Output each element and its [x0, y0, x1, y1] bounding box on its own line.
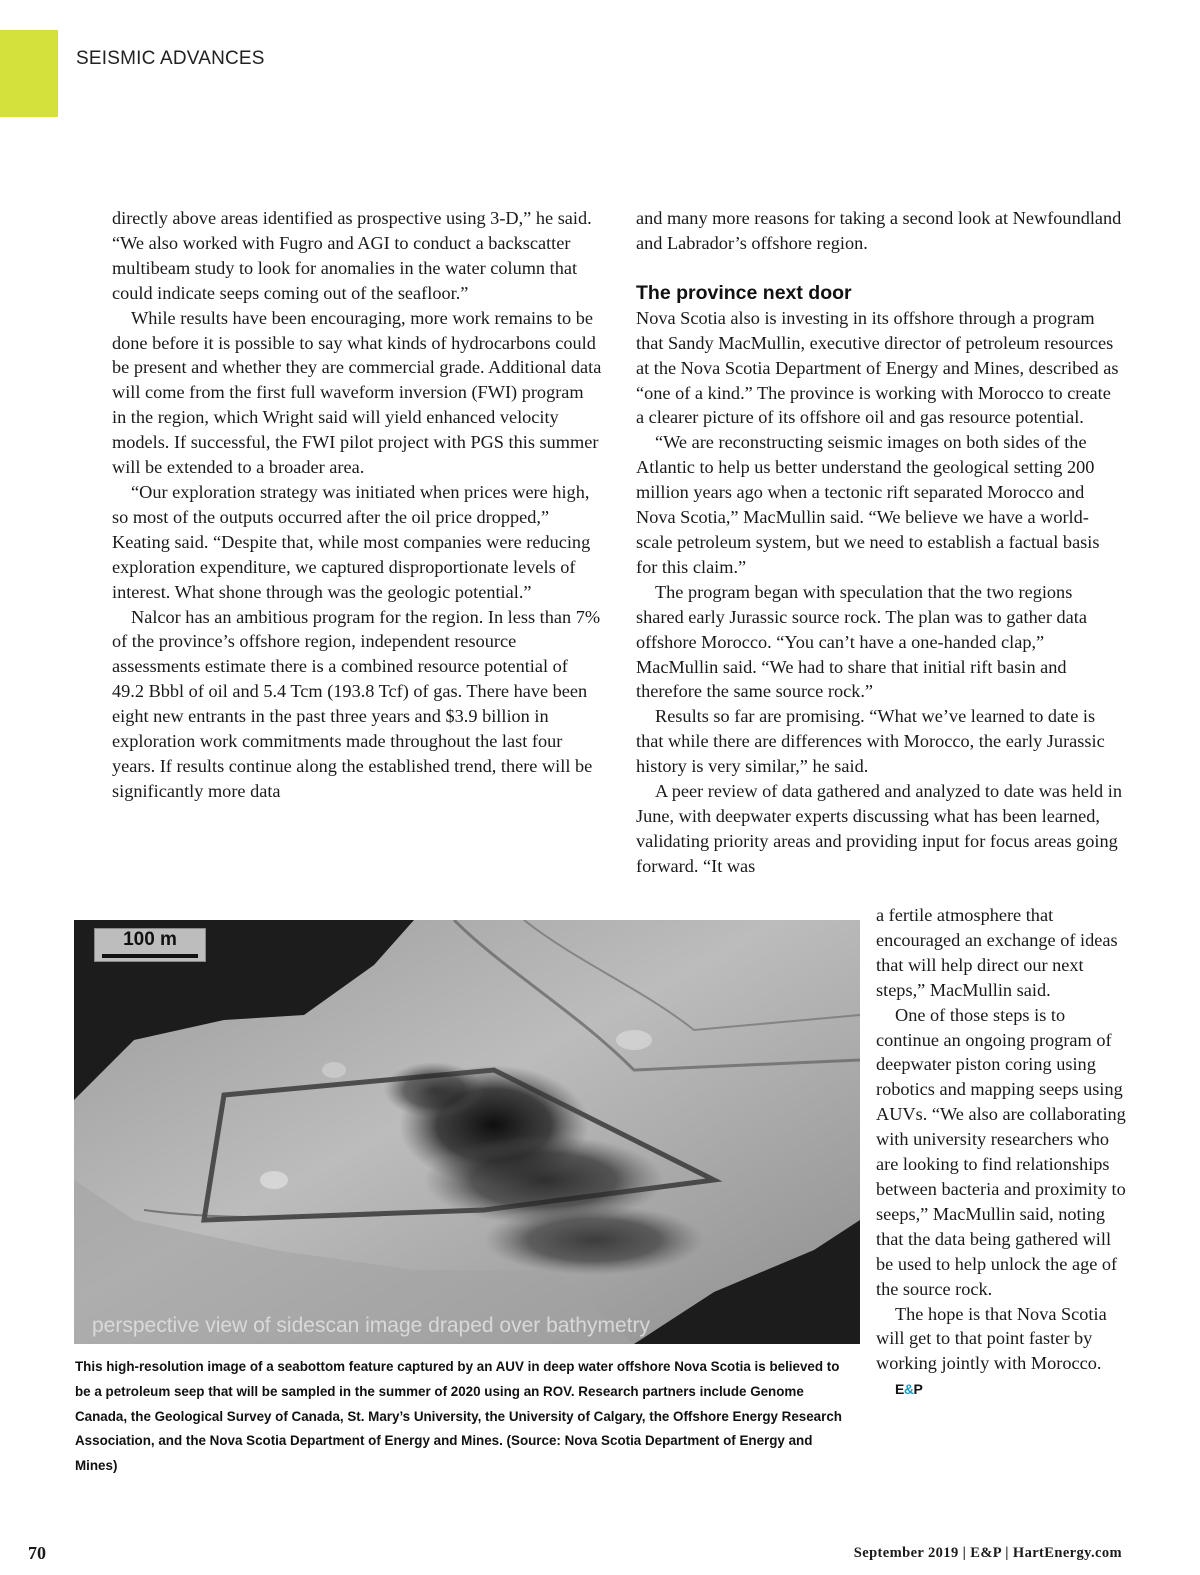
figure-caption: This high-resolution image of a seabottom feature captured by an AUV in deep water offshore Nova Scotia is believed to be a petroleum seep that will be sampled in the summer of 2020 using an ROV. Research partners include Genome Canada, the Geological Survey of Canada, St. Mary’s University, the University of Calgary, the Offshore Energy Research Association, and the Nova Scotia Department of Energy and Mines. (Source: Nova Scotia Department of Energy and Mines): [75, 1359, 842, 1474]
body-paragraph: “Our exploration strategy was initiated when prices were high, so most of the outputs occurred after the oil price dropped,” Keating said. “Despite that, while most companies were reducing exploration expenditure, we captured disproportionate levels of interest. What shone through was the geologic potential.”: [112, 481, 591, 602]
right-column: [636, 206, 1122, 879]
body-paragraph: “We are reconstructing seismic images on both sides of the Atlantic to help us better understand the geological setting 200 million years ago when a tectonic rift separated Morocco and Nova Scotia,” MacMullin said. “We believe we have a world-scale petroleum system, but we need to establish a factual basis for this claim.”: [636, 432, 1100, 577]
body-paragraph: a fertile atmosphere that encouraged an exchange of ideas that will help direct our next steps,” MacMullin said.: [876, 905, 1118, 1000]
page-number: 70: [28, 1543, 46, 1563]
end-mark-p: P: [913, 1381, 923, 1398]
body-paragraph: Results so far are promising. “What we’ve learned to date is that while there are differences with Morocco, the early Jurassic history is very similar,” he said.: [636, 706, 1105, 777]
body-paragraph: The program began with speculation that the two regions shared early Jurassic source rock. The plan was to gather data offshore Morocco. “You can’t have a one-handed clap,” MacMullin said. “We had to share that initial rift basin and therefore the same source rock.”: [636, 581, 1087, 702]
seabed-image: [74, 920, 860, 1344]
closing-text: The hope is that Nova Scotia will get to that point faster by working jointly with Morocco.: [876, 1303, 1107, 1374]
body-paragraph: A peer review of data gathered and analyzed to date was held in June, with deepwater experts discussing what has been learned, validating priority areas and providing input for focus areas going forward. “It was: [636, 781, 1122, 876]
end-mark-amp: &: [903, 1381, 914, 1398]
section-color-tab: [0, 30, 58, 117]
section-heading: The province next door: [636, 281, 852, 304]
body-paragraph: [876, 1302, 1126, 1403]
section-label: SEISMIC ADVANCES: [76, 48, 265, 69]
left-column: [112, 206, 602, 804]
scale-label: 100 m: [123, 929, 177, 950]
body-paragraph: directly above areas identified as prospective using 3-D,” he said. “We also worked with Fugro and AGI to conduct a backscatter multibeam study to look for anomalies in the water column that could indicate seeps coming out of the seafloor.”: [112, 208, 592, 303]
seabed-sidescan-graphic: [74, 920, 860, 1344]
body-paragraph: Nova Scotia also is investing in its offshore through a program that Sandy MacMullin, executive director of petroleum resources at the Nova Scotia Department of Energy and Mines, described as “one of a kind.” The province is working with Morocco to create a clearer picture of its offshore oil and gas resource potential.: [636, 307, 1119, 428]
body-paragraph: One of those steps is to continue an ongoing program of deepwater piston coring using robotics and mapping seeps using AUVs. “We also are collaborating with university researchers who are looking to find relationships between bacteria and proximity to seeps,” MacMullin said, noting that the data being gathered will be used to help unlock the age of the source rock.: [876, 1004, 1126, 1299]
body-paragraph: While results have been encouraging, more work remains to be done before it is possible to say what kinds of hydrocarbons could be present and whether they are commercial grade. Additional data will come from the first full waveform inversion (FWI) program in the region, which Wright said will yield enhanced velocity models. If successful, the FWI pilot project with PGS this summer will be extended to a broader area.: [112, 307, 602, 478]
body-paragraph: Nalcor has an ambitious program for the region. In less than 7% of the province’s offshore region, independent resource assessments estimate there is a combined resource potential of 49.2 Bbbl of oil and 5.4 Tcm (193.8 Tcf) of gas. There have been eight new entrants in the past three years and $3.9 billion in exploration work commitments made throughout the last four years. If results continue along the established trend, there will be significantly more data: [112, 606, 601, 801]
end-mark-logo: [876, 1377, 922, 1402]
end-mark-e: E: [895, 1381, 904, 1398]
image-overlay-caption: perspective view of sidescan image draped over bathymetry: [92, 1314, 650, 1337]
scale-bar: [94, 928, 206, 962]
narrow-column: [876, 903, 1126, 1402]
scale-bar-line: [102, 954, 198, 958]
body-paragraph: and many more reasons for taking a second look at Newfoundland and Labrador’s offshore region.: [636, 208, 1122, 253]
page-footer: September 2019 | E&P | HartEnergy.com: [853, 1545, 1122, 1561]
